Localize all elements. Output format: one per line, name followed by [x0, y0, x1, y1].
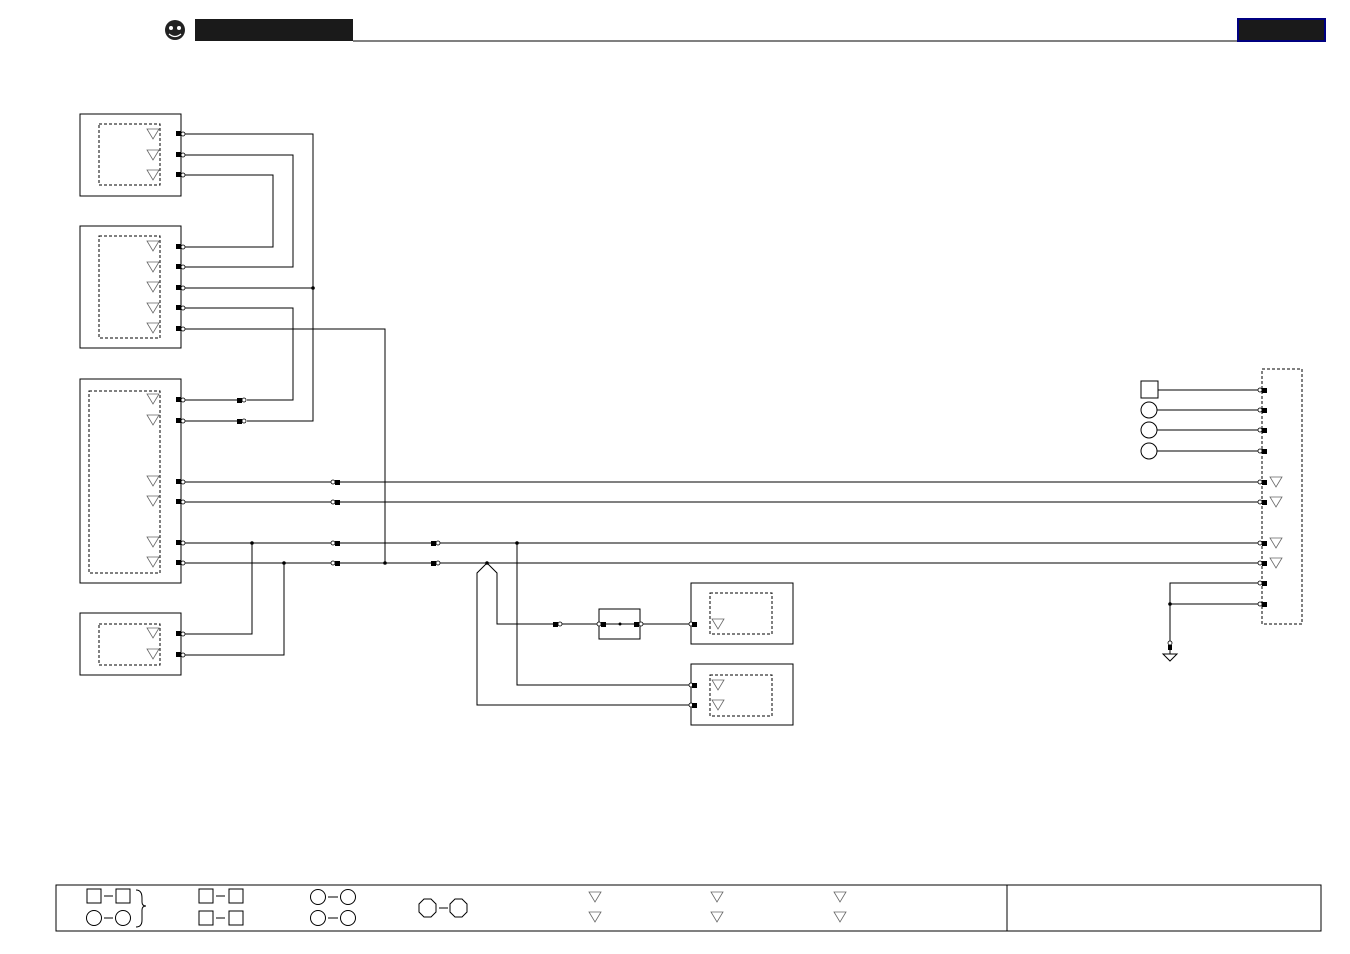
module-c: [80, 379, 181, 583]
title-bar: [195, 19, 353, 41]
wires-lower: [477, 543, 690, 705]
legend-block: [56, 885, 1321, 931]
wires-module-d: [185, 543, 284, 655]
page-tab[interactable]: [1238, 19, 1325, 41]
ground-icon: [1163, 654, 1177, 661]
wires-bus: [185, 480, 1260, 566]
inline-component: [597, 609, 643, 639]
module-e: [689, 583, 793, 644]
header: [165, 19, 1325, 41]
module-a: [80, 114, 181, 196]
jaguar-logo-icon: [165, 20, 185, 40]
module-f: [689, 664, 793, 725]
right-connector: [1141, 369, 1302, 661]
module-b: [80, 226, 181, 348]
module-d: [80, 613, 181, 675]
wires-upper: [185, 134, 387, 565]
